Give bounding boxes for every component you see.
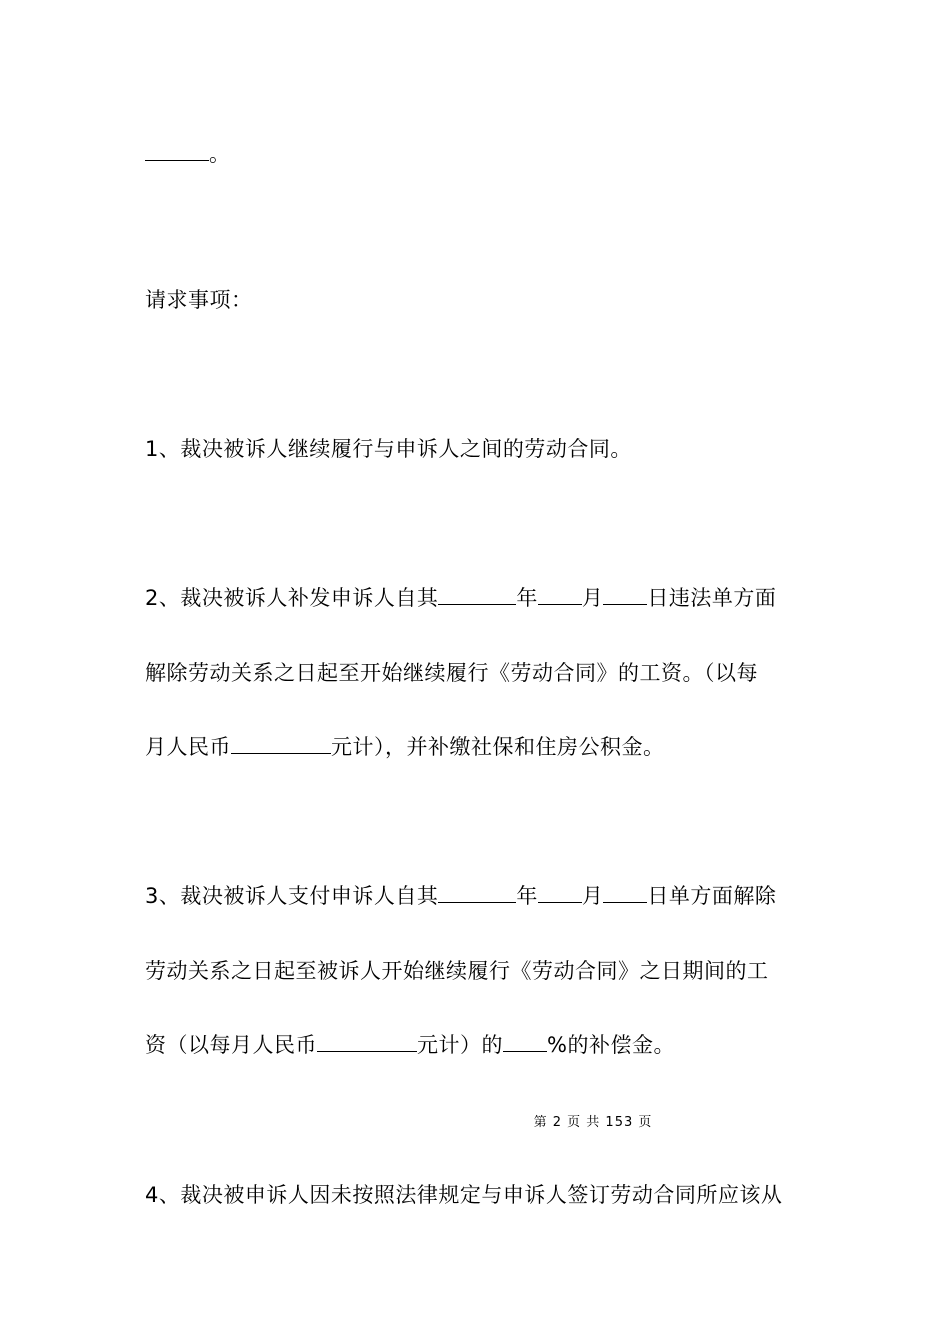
request-item-3-line-3: 资（以每月人民币 元计）的 %的补偿金。 — [145, 1033, 675, 1057]
fill-in-blank — [145, 140, 209, 161]
fill-in-blank-month — [538, 584, 582, 605]
request-item-3-line-1: 3、裁决被诉人支付申诉人自其 年 月 日单方面解除 — [145, 884, 777, 908]
fill-in-blank-amount — [231, 733, 331, 754]
request-item-2-line-1: 2、裁决被诉人补发申诉人自其 年 月 日违法单方面 — [145, 586, 777, 610]
fill-in-blank-day — [603, 882, 647, 903]
request-item-2-line-3: 月人民币 元计），并补缴社保和住房公积金。 — [145, 735, 665, 759]
request-item-4-line-1: 4、裁决被申诉人因未按照法律规定与申诉人签订劳动合同所应该从 — [145, 1183, 783, 1207]
fill-in-blank-percent — [503, 1031, 547, 1052]
request-item-1: 1、裁决被诉人继续履行与申诉人之间的劳动合同。 — [145, 437, 632, 461]
request-item-2-line-2: 解除劳动关系之日起至开始继续履行《劳动合同》的工资。（以每 — [145, 661, 758, 685]
fill-in-blank-year — [438, 882, 516, 903]
section-heading: 请求事项： — [145, 288, 253, 312]
page-number-footer: 第 2 页 共 153 页 — [533, 1115, 653, 1130]
fill-in-blank-month — [538, 882, 582, 903]
fill-in-blank-amount — [317, 1031, 417, 1052]
text-line-blank-end: 。 — [145, 140, 231, 168]
fill-in-blank-year — [438, 584, 516, 605]
request-item-3-line-2: 劳动关系之日起至被诉人开始继续履行《劳动合同》之日期间的工 — [145, 959, 769, 983]
fill-in-blank-day — [603, 584, 647, 605]
